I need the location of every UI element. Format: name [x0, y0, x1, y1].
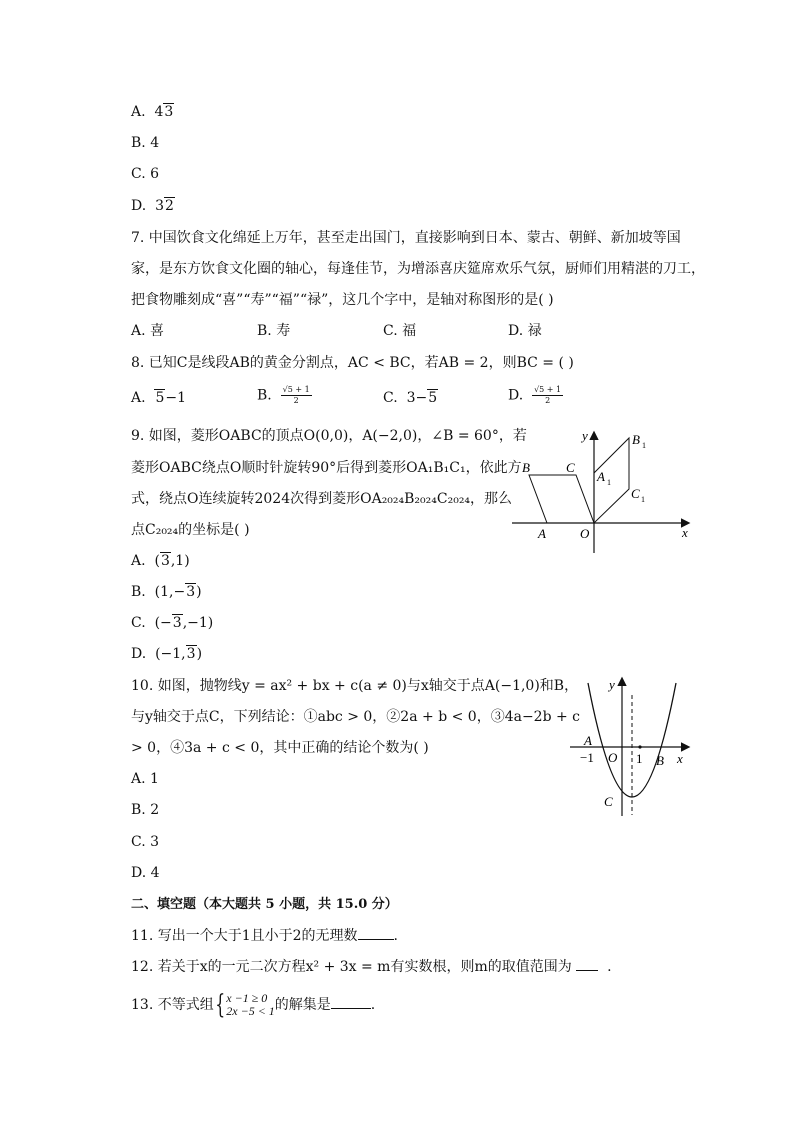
label-x: x: [682, 525, 688, 540]
q13-ineq1: x −1 ≥ 0: [226, 991, 268, 1005]
q10-option-a: A. 1: [131, 771, 159, 787]
label-O: O: [608, 750, 618, 765]
q10-option-b: B. 2: [131, 802, 160, 818]
q9-line3: 式，绕点O连续旋转2024次得到菱形OA₂₀₂₄B₂₀₂₄C₂₀₂₄，那么: [131, 491, 513, 507]
q10-line3: > 0，④3a + c < 0，其中正确的结论个数为( ): [131, 740, 429, 756]
q6-option-b: B. 4: [131, 135, 160, 151]
q9-line1: 9. 如图，菱形OABC的顶点O(0,0)，A(−2,0)，∠B = 60°，若: [131, 428, 527, 444]
q6-option-d: D. 32: [131, 198, 174, 214]
q7-option-d: D. 禄: [508, 323, 542, 339]
q12-answer-blank[interactable]: [576, 970, 598, 971]
q7-line1: 7. 中国饮食文化绵延上万年，甚至走出国门，直接影响到日本、蒙古、朝鲜、新加坡等国: [131, 230, 681, 246]
label-B1: B: [632, 432, 640, 447]
tick-one: [638, 745, 641, 748]
label-B: B: [656, 753, 664, 768]
q7-option-c: C. 福: [383, 323, 417, 339]
label-A: A: [538, 526, 546, 541]
q7-line3: 把食物雕刻成“喜”“寿”“福”“禄”，这几个字中，是轴对称图形的是( ): [131, 292, 554, 308]
q9-line2: 菱形OABC绕点O顺时针旋转90°后得到菱形OA₁B₁C₁，依此方: [131, 460, 522, 476]
q9-rhombus-figure: [512, 425, 697, 555]
q10-option-d: D. 4: [131, 865, 160, 881]
q7-option-b: B. 寿: [257, 323, 291, 339]
label-C: C: [604, 794, 613, 809]
q11-answer-blank[interactable]: [358, 939, 394, 940]
label-C1-sub: 1: [641, 495, 645, 504]
q7-option-a: A. 喜: [131, 323, 165, 339]
q6-option-a: A. 43: [131, 104, 174, 120]
q10-line2: 与y轴交于点C，下列结论：①abc > 0，②2a + b < 0，③4a−2b + c: [131, 709, 581, 725]
section-title: 二、填空题（本大题共 5 小题，共 15.0 分）: [131, 897, 398, 912]
label-A1-sub: 1: [607, 478, 611, 487]
q8-stem: 8. 已知C是线段AB的黄金分割点，AC < BC，若AB = 2，则BC = ( ): [131, 355, 574, 371]
label-B1-sub: 1: [642, 441, 646, 450]
label-C: C: [566, 460, 575, 475]
q9-option-b: B. (1,−3): [131, 584, 202, 600]
q6-option-c: C. 6: [131, 166, 160, 182]
q9-option-a: A. (3,1): [131, 553, 190, 569]
brace-icon: {: [215, 990, 225, 1020]
q8-option-b: B. $\frac{√5 + 1}{2}$: [257, 385, 310, 405]
q12-text: 12. 若关于x的一元二次方程x² + 3x = m有实数根，则m的取值范围为: [131, 959, 572, 975]
label-A1: A: [597, 469, 605, 484]
label-C1: C: [631, 486, 640, 501]
q12: 12. 若关于x的一元二次方程x² + 3x = m有实数根，则m的取值范围为 .: [131, 959, 612, 975]
q13: 13. 不等式组{ x −1 ≥ 0 2x −5 < 1 的解集是 .: [131, 990, 376, 1020]
q11: 11. 写出一个大于1且小于2的无理数 .: [131, 928, 398, 944]
q13-ineq2: 2x −5 < 1: [226, 1004, 275, 1018]
q8-option-d: D. $\frac{√5 + 1}{2}$: [508, 385, 562, 405]
label-x: x: [677, 751, 683, 766]
q11-text: 11. 写出一个大于1且小于2的无理数: [131, 928, 358, 944]
label-minus1: −1: [580, 750, 594, 765]
label-y: y: [582, 428, 588, 443]
label-one: 1: [636, 751, 643, 766]
q10-line1: 10. 如图，抛物线y = ax² + bx + c(a ≠ 0)与x轴交于点A(−1,0)和B，: [131, 678, 579, 694]
q9-option-c: C. (−3,−1): [131, 615, 214, 631]
q13-answer-blank[interactable]: [331, 1008, 371, 1009]
q10-option-c: C. 3: [131, 834, 160, 850]
q9-line4: 点C₂₀₂₄的坐标是( ): [131, 522, 250, 538]
q9-option-d: D. (−1,3): [131, 646, 203, 662]
q13-tail: 的解集是: [274, 997, 331, 1013]
label-A: A: [584, 733, 592, 748]
rhombus-oabc: [529, 475, 594, 523]
q8-option-c: C. 3−5: [383, 390, 438, 406]
q7-line2: 家，是东方饮食文化圈的轴心，每逢佳节，为增添喜庆筵席欢乐气氛，厨师们用精湛的刀工，: [131, 261, 705, 277]
q8-option-a: A. 5−1: [131, 390, 187, 406]
q13-text: 13. 不等式组: [131, 997, 214, 1013]
label-O: O: [580, 526, 590, 541]
q10-parabola-figure: [566, 675, 694, 818]
label-y: y: [609, 677, 615, 692]
label-B: B: [522, 460, 530, 475]
